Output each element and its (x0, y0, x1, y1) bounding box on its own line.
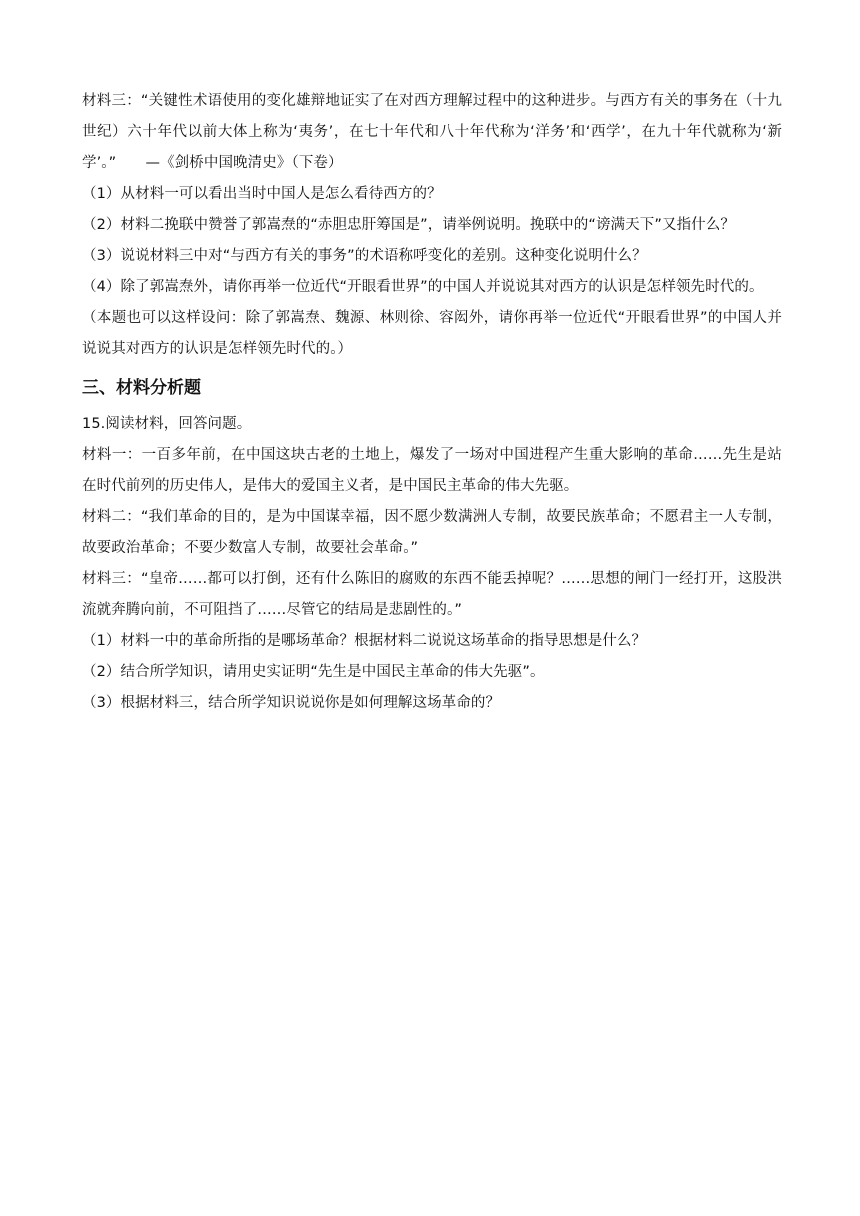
q15-material-3: 材料三：“皇帝……都可以打倒，还有什么陈旧的腐败的东西不能丢掉呢？……思想的闸门一经打开，这股洪流就奔腾向前，不可阻挡了……尽管它的结局是悲剧性的。” (82, 571, 782, 618)
q15-question-1: （1）材料一中的革命所指的是哪场革命？根据材料二说说这场革命的指导思想是什么？ (82, 633, 647, 649)
q15-question-3: （3）根据材料三，结合所学知识说说你是如何理解这场革命的？ (82, 695, 501, 711)
prev-question-3: （3）说说材料三中对“与西方有关的事务”的术语称呼变化的差别。这种变化说明什么？ (82, 248, 647, 264)
q15-intro: 15.阅读材料，回答问题。 (82, 416, 252, 432)
prev-question-note: （本题也可以这样设问：除了郭嵩焘、魏源、林则徐、容闳外，请你再举一位近代“开眼看世界”的中国人并说说其对西方的认识是怎样领先时代的。） (82, 310, 782, 357)
section-heading: 三、材料分析题 (82, 378, 201, 398)
prev-question-2: （2）材料二挽联中赞誉了郭嵩焘的“赤胆忠肝筹国是”，请举例说明。挽联中的“谤满天下”又指什么？ (82, 217, 735, 233)
q15-material-2: 材料二：“我们革命的目的，是为中国谋幸福，因不愿少数满洲人专制，故要民族革命；不愿君主一人专制，故要政治革命；不要少数富人专制，故要社会革命。” (82, 509, 782, 556)
q15-question-2: （2）结合所学知识，请用史实证明“先生是中国民主革命的伟大先驱”。 (82, 664, 545, 680)
prev-question-1: （1）从材料一可以看出当时中国人是怎么看待西方的？ (82, 186, 442, 202)
document-body (82, 86, 782, 719)
q15-material-1: 材料一：一百多年前，在中国这块古老的土地上，爆发了一场对中国进程产生重大影响的革命……先生是站在时代前列的历史伟人，是伟大的爱国主义者，是中国民主革命的伟大先驱。 (82, 447, 782, 494)
prev-question-4: （4）除了郭嵩焘外，请你再举一位近代“开眼看世界”的中国人并说说其对西方的认识是怎样领先时代的。 (82, 279, 764, 295)
prev-material-3: 材料三：“关键性术语使用的变化雄辩地证实了在对西方理解过程中的这种进步。与西方有关的事务在（十九世纪）六十年代以前大体上称为‘夷务’，在七十年代和八十年代称为‘洋务’和‘西学’，在九十年代就称为‘新学’。” —《剑桥中国晚清史》（下卷） (82, 93, 782, 171)
